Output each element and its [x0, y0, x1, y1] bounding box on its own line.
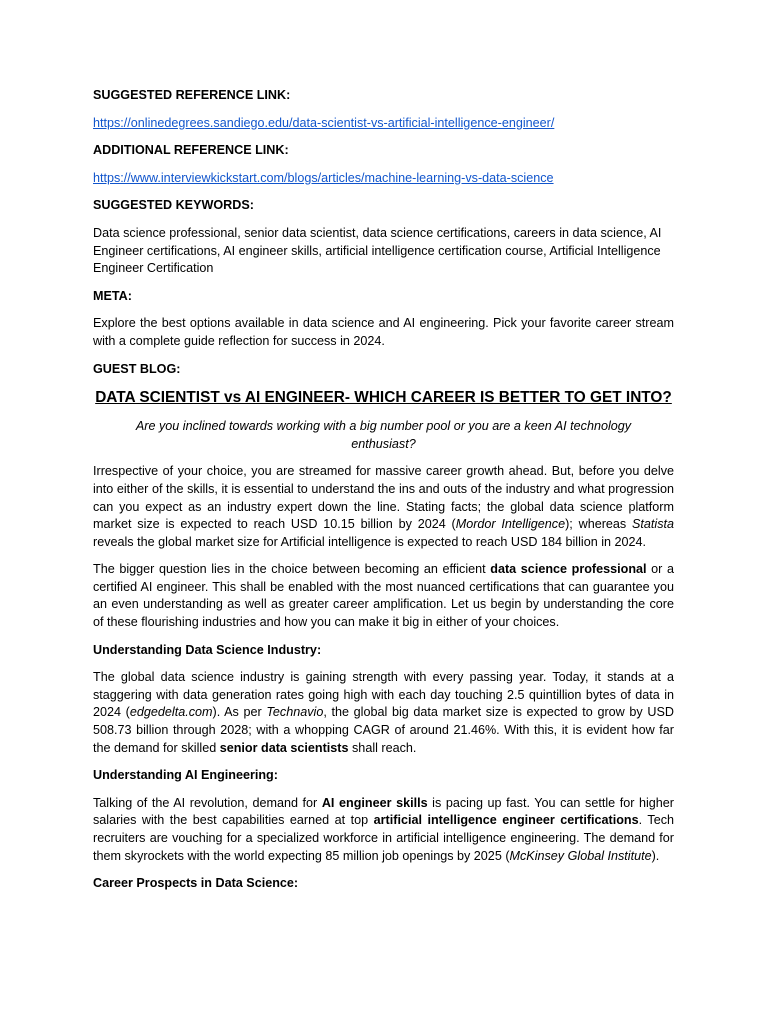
intro-text-a: Irrespective of your choice, you are streamed for massive career growth ahead. But, before you delve into either of the skills, it is essential to understand the ins and outs of the industry and what progression can you expect as an industry expert down the line. Stating facts; the global data science platform market size is expected to reach USD 10.15 billion by 2024 (	[93, 464, 674, 532]
ds-source-technavio: Technavio	[266, 705, 324, 720]
meta-text: Explore the best options available in data science and AI engineering. Pick your favorite career stream with a complete guide reflection for success in 2024.	[93, 316, 674, 348]
ds-keyword: senior data scientists	[219, 740, 349, 755]
ds-source-edgedelta: edgedelta.com	[129, 705, 213, 720]
ds-text-g: shall reach.	[348, 740, 417, 755]
intro-source-statista: Statista	[632, 517, 674, 532]
choice-text-a: The bigger question lies in the choice between becoming an efficient	[93, 562, 491, 577]
section-heading-ai-engineering: Understanding AI Engineering:	[93, 768, 278, 783]
ai-source-mckinsey: McKinsey Global Institute	[509, 848, 652, 863]
intro-text-c: ); whereas	[565, 517, 632, 532]
section-heading-data-science: Understanding Data Science Industry:	[93, 642, 322, 657]
intro-text-e: reveals the global market size for Artificial intelligence is expected to reach USD 184 billion in 2024.	[93, 534, 647, 549]
choice-keyword: data science professional	[490, 562, 647, 577]
document-content	[93, 87, 674, 903]
ai-text-g: ).	[651, 848, 660, 863]
additional-reference-link[interactable]: https://www.interviewkickstart.com/blogs/articles/machine-learning-vs-data-science	[93, 170, 554, 185]
choice-paragraph	[93, 561, 674, 631]
data-science-paragraph	[93, 669, 674, 757]
ai-keyword-skills: AI engineer skills	[321, 795, 428, 810]
ai-text-c: is pacing up fast. You can settle for higher salaries with the best capabilities earned at top	[93, 795, 674, 828]
additional-reference-label: ADDITIONAL REFERENCE LINK:	[93, 143, 289, 158]
suggested-keywords-label: SUGGESTED KEYWORDS:	[93, 198, 254, 213]
blog-subtitle: Are you inclined towards working with a big number pool or you are a keen AI technology enthusiast?	[135, 419, 632, 451]
guest-blog-label: GUEST BLOG:	[93, 361, 181, 376]
section-heading-career-prospects: Career Prospects in Data Science:	[93, 876, 299, 891]
ai-text-e: . Tech recruiters are vouching for a specialized workforce in artificial intelligence engineering. The demand for them skyrockets with the world expecting 85 million job openings by 2025 (	[93, 813, 675, 863]
intro-paragraph	[93, 463, 674, 551]
ai-engineering-paragraph	[93, 795, 674, 865]
suggested-reference-label: SUGGESTED REFERENCE LINK:	[93, 88, 291, 102]
choice-text-c: or a certified AI engineer. This shall be enabled with the most nuanced certifications that can guarantee you an even understanding as well as greater career amplification. Let us begin by understanding the core of these flourishing industries and how you can make it big in either of your choices.	[93, 562, 674, 630]
ai-keyword-certifications: artificial intelligence engineer certifications	[373, 813, 639, 828]
suggested-reference-link[interactable]: https://onlinedegrees.sandiego.edu/data-scientist-vs-artificial-intelligence-engineer/	[93, 115, 555, 130]
ai-text-a: Talking of the AI revolution, demand for	[93, 795, 322, 810]
suggested-keywords-text: Data science professional, senior data scientist, data science certifications, careers in data science, AI Engineer certifications, AI engineer skills, artificial intelligence certification course, Artificial Intelligence Engineer Certification	[93, 225, 662, 276]
meta-label: META:	[93, 288, 132, 303]
blog-title: DATA SCIENTIST vs AI ENGINEER- WHICH CAREER IS BETTER TO GET INTO?	[95, 389, 672, 407]
ds-text-c: ). As per	[212, 705, 267, 720]
ds-text-e: , the global big data market size is expected to grow by USD 508.73 billion through 2028; with a whopping CAGR of around 21.46%. With this, it is evident how far the demand for skilled	[93, 705, 674, 755]
ds-text-a: The global data science industry is gaining strength with every passing year. Today, it stands at a staggering with data generation rates going high with each day touching 2.5 quintillion bytes of data in 2024 (	[93, 670, 674, 720]
intro-source-mordor: Mordor Intelligence	[455, 517, 566, 532]
